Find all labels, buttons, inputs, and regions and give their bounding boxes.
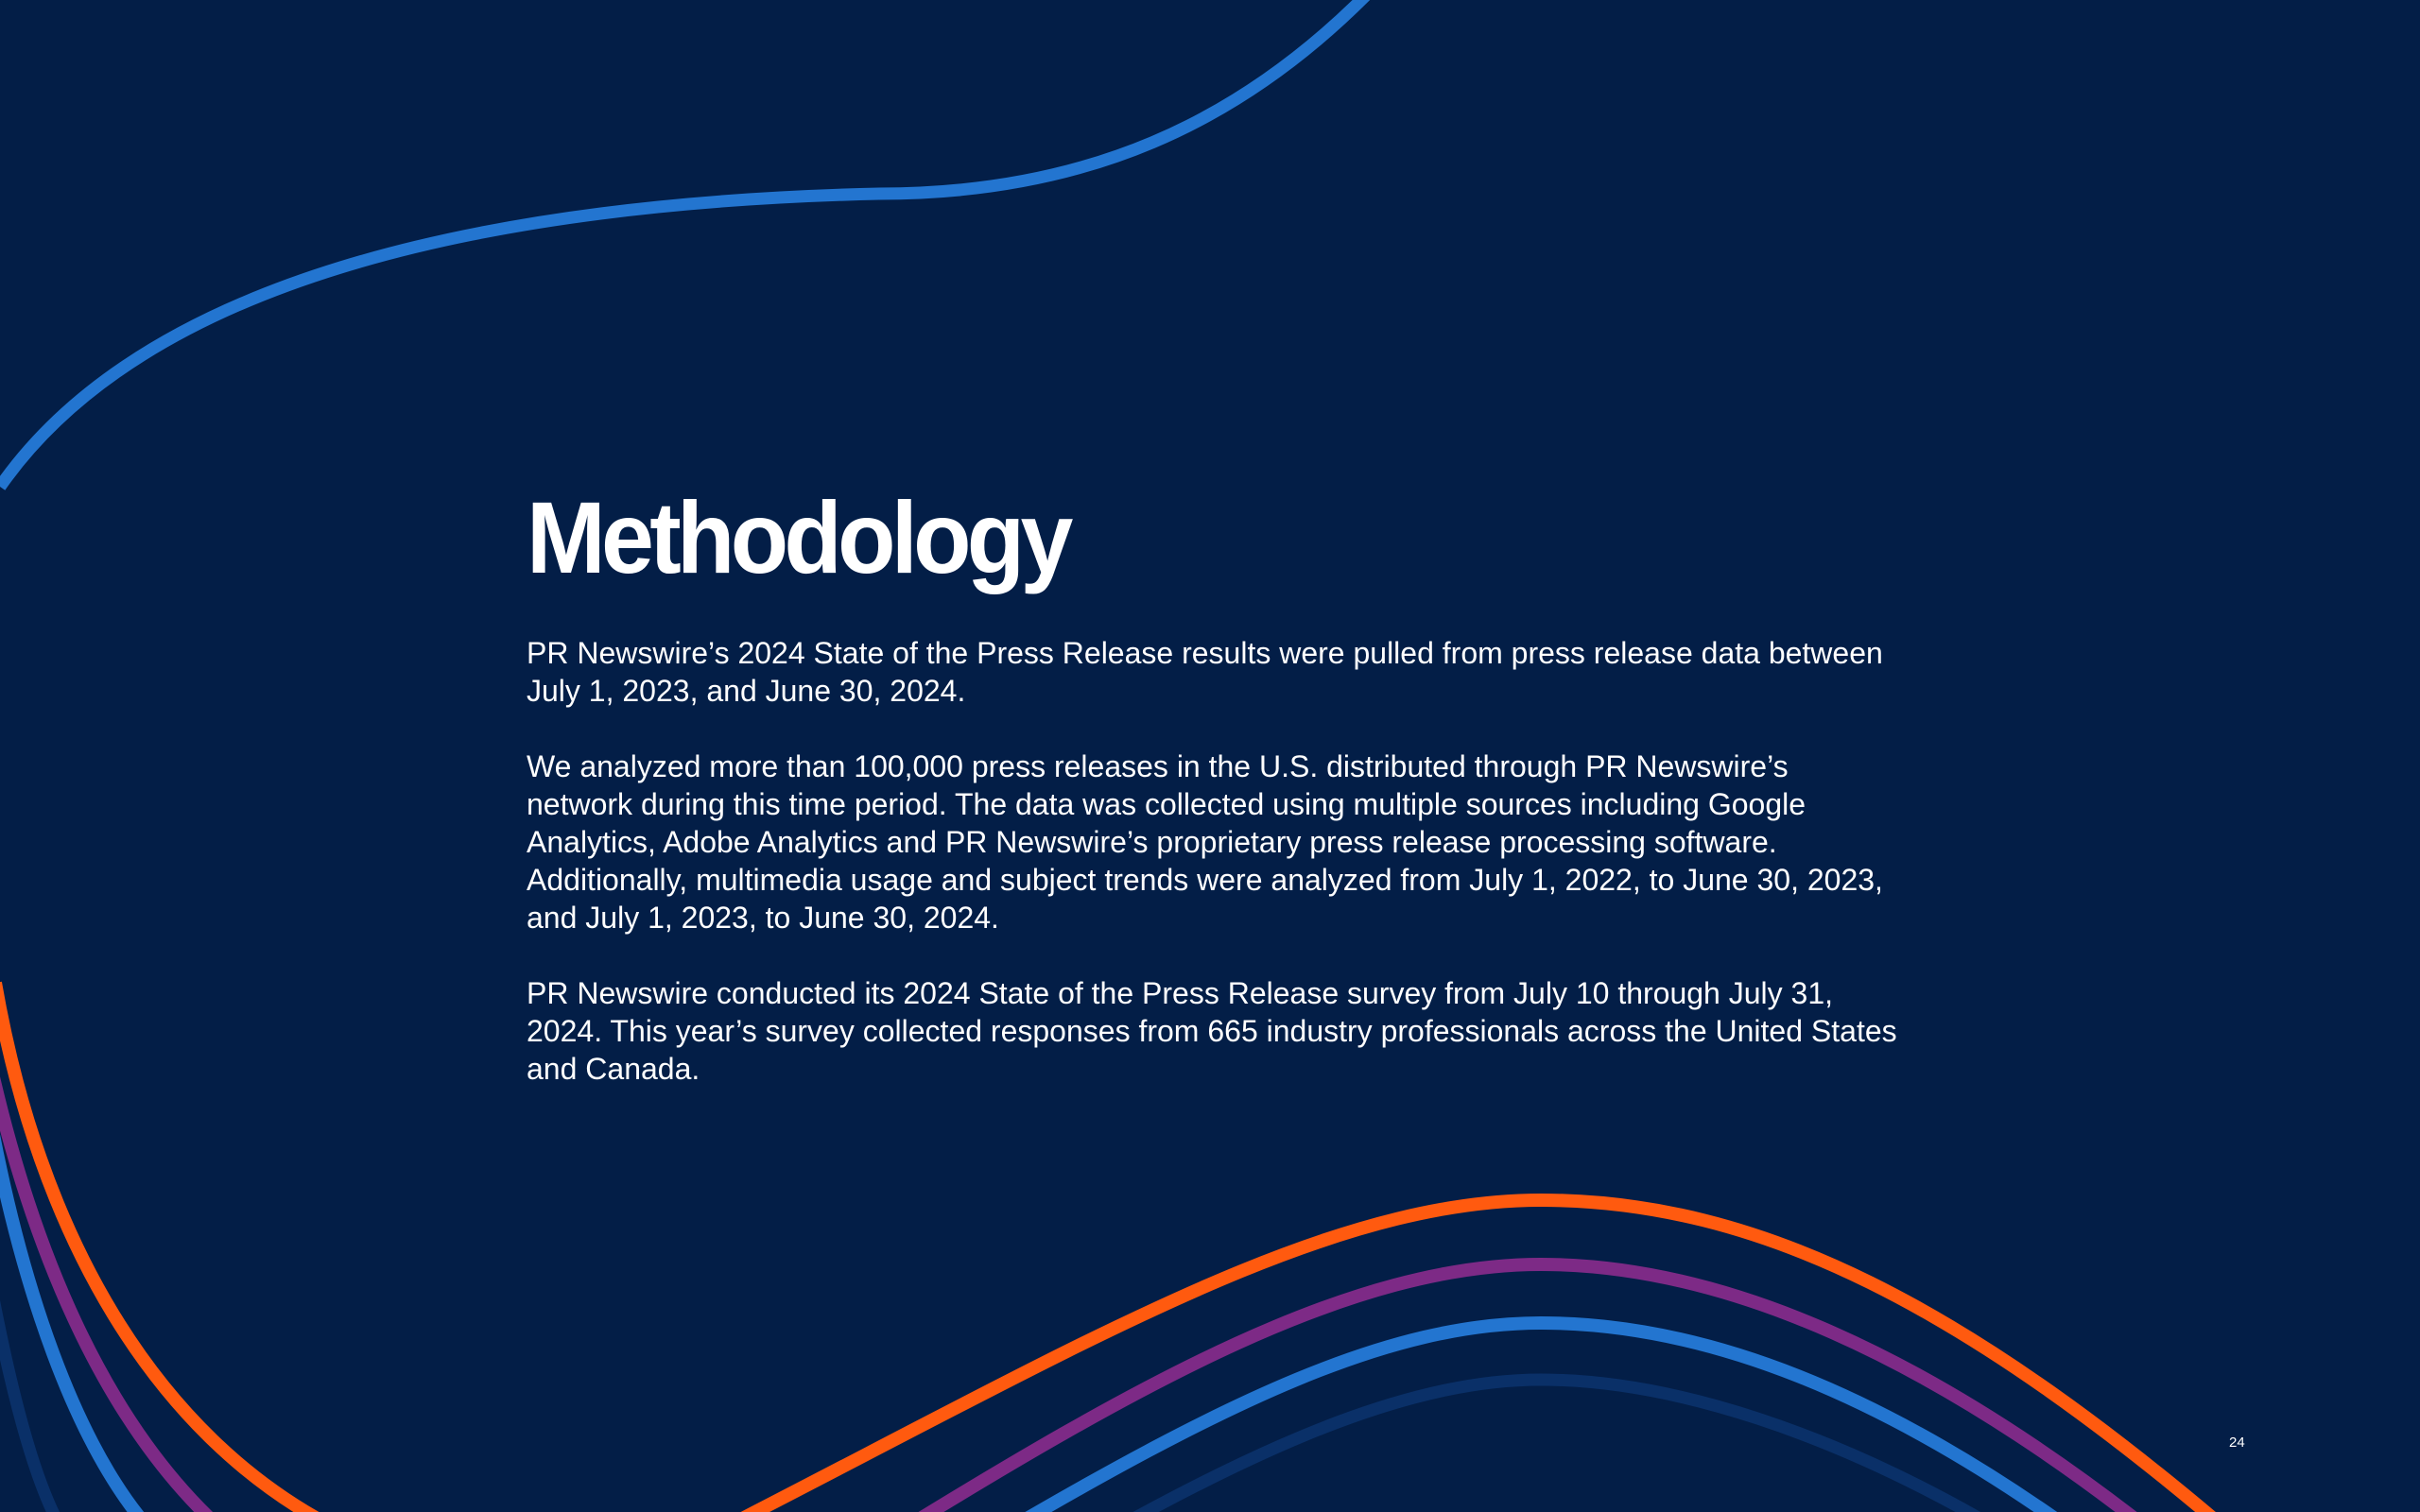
page-number: 24 bbox=[2229, 1435, 2245, 1451]
paragraph-analysis: We analyzed more than 100,000 press releases in the U.S. distributed through PR Newswire’s network during this time period. The data was collected using multiple sources including Google Analytics, Adobe Analytics and PR Newswire’s proprietary press release processing software. Additionally, multimedia usage and subject trends were analyzed from July 1, 2022, to June 30, 2023, and July 1, 2023, to June 30, 2024. bbox=[527, 748, 1883, 935]
page-title: Methodology bbox=[527, 480, 1069, 594]
methodology-content bbox=[527, 482, 1897, 1125]
top-blue-wave bbox=[0, 0, 1366, 487]
paragraph-data-period: PR Newswire’s 2024 State of the Press Release results were pulled from press release data between July 1, 2023, and June 30, 2024. bbox=[527, 635, 1883, 708]
paragraph-survey: PR Newswire conducted its 2024 State of the Press Release survey from July 10 through July 31, 2024. This year’s survey collected responses from 665 industry professionals across the United States and Canada. bbox=[527, 975, 1897, 1086]
